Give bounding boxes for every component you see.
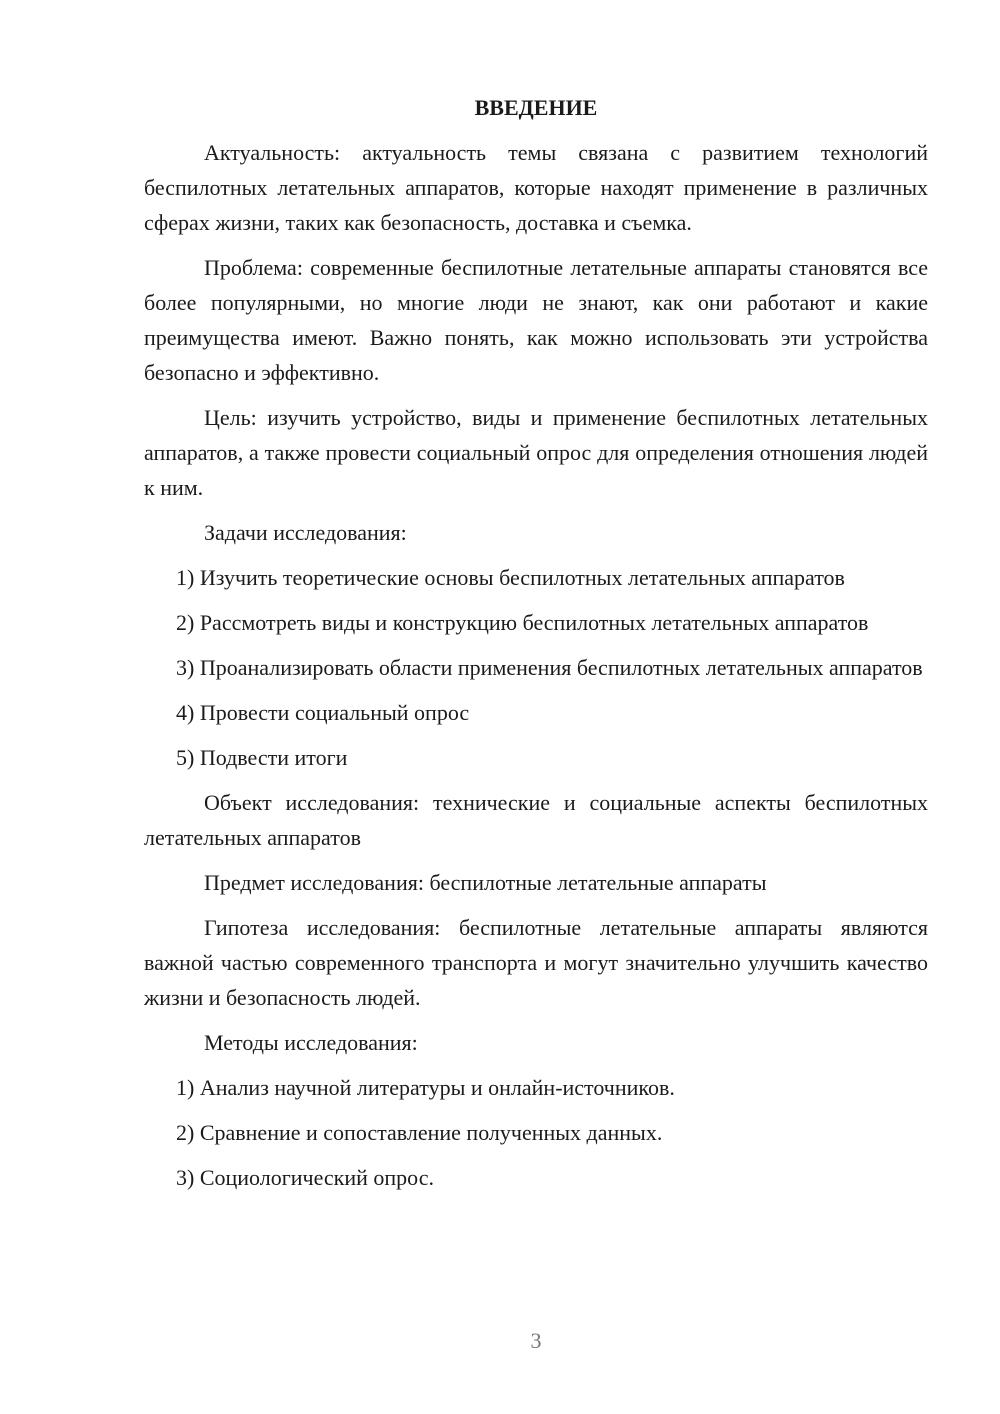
method-item-1: 1) Анализ научной литературы и онлайн-источников. xyxy=(176,1075,675,1100)
task-item-4: 4) Провести социальный опрос xyxy=(176,700,470,725)
page-number: 3 xyxy=(530,1328,542,1353)
method-item-2: 2) Сравнение и сопоставление полученных данных. xyxy=(176,1120,663,1145)
task-item-3: 3) Проанализировать области применения беспилотных летательных аппаратов xyxy=(176,655,923,680)
paragraph-problem: Проблема: современные беспилотные летательные аппараты становятся все более популярными, но многие люди не знают, как они работают и какие преимущества имеют. Важно понять, как можно использовать эти устройства безопасно и эффективно. xyxy=(144,255,928,385)
paragraph-goal: Цель: изучить устройство, виды и применение беспилотных летательных аппаратов, а также провести социальный опрос для определения отношения людей к ним. xyxy=(144,405,928,500)
paragraph-hypothesis: Гипотеза исследования: беспилотные летательные аппараты являются важной частью современного транспорта и могут значительно улучшить качество жизни и безопасность людей. xyxy=(144,915,928,1010)
paragraph-subject: Предмет исследования: беспилотные летательные аппараты xyxy=(204,870,767,895)
paragraph-relevance: Актуальность: актуальность темы связана с развитием технологий беспилотных летательных аппаратов, которые находят применение в различных сферах жизни, таких как безопасность, доставка и съемка. xyxy=(144,140,928,235)
paragraph-tasks-heading: Задачи исследования: xyxy=(204,520,407,545)
task-item-1: 1) Изучить теоретические основы беспилотных летательных аппаратов xyxy=(176,565,845,590)
task-item-5: 5) Подвести итоги xyxy=(176,745,348,770)
paragraph-methods-heading: Методы исследования: xyxy=(204,1030,418,1055)
task-item-2: 2) Рассмотреть виды и конструкцию беспилотных летательных аппаратов xyxy=(176,610,869,635)
paragraph-object: Объект исследования: технические и социальные аспекты беспилотных летательных аппаратов xyxy=(144,790,928,850)
document-page xyxy=(144,90,928,1205)
section-title: ВВЕДЕНИЕ xyxy=(474,95,598,120)
method-item-3: 3) Социологический опрос. xyxy=(176,1165,434,1190)
